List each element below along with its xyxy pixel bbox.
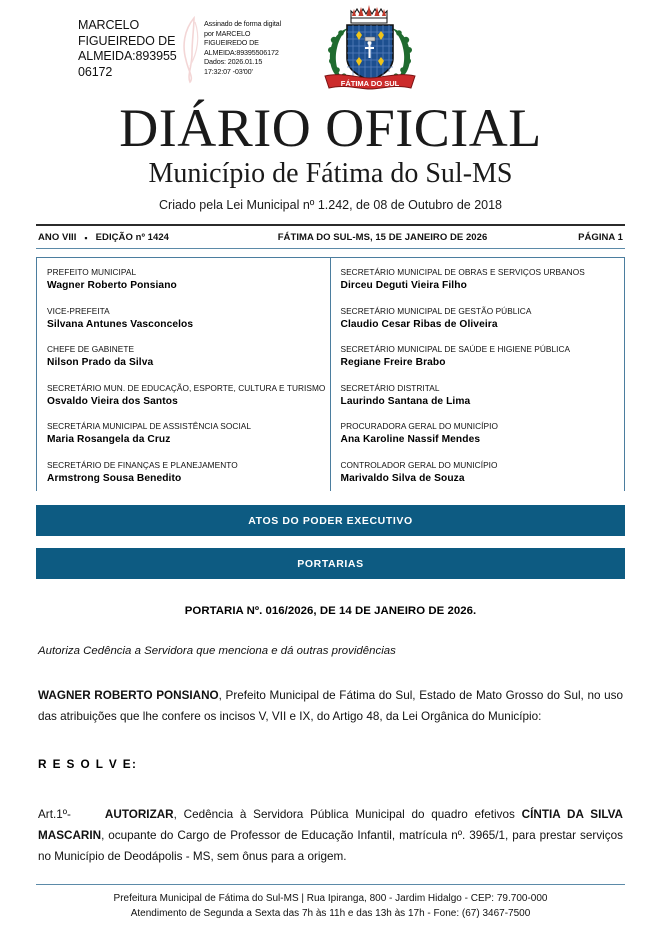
page-subtitle: Município de Fátima do Sul-MS <box>148 158 513 189</box>
signature-detail-line-4: ALMEIDA:89395506172 <box>204 47 279 57</box>
masthead <box>36 0 625 103</box>
article-1 <box>38 804 623 867</box>
document-body <box>36 605 625 867</box>
article-verb: AUTORIZAR <box>104 808 174 821</box>
portaria-title: PORTARIA Nº. 016/2026, DE 14 DE JANEIRO DE 2026. <box>184 605 477 617</box>
signature-swirl <box>178 18 204 84</box>
signature-detail-line-1: Assinado de forma digital <box>204 19 281 28</box>
official-entry <box>341 344 625 369</box>
official-name: Dirceu Deguti Vieira Filho <box>340 280 467 291</box>
crest-motto-text: FÁTIMA DO SUL <box>340 79 400 88</box>
official-entry <box>341 421 625 446</box>
official-entry <box>47 344 330 369</box>
digital-signature-stamp <box>78 18 310 84</box>
official-role: PROCURADORA GERAL DO MUNICÍPIO <box>340 421 498 431</box>
footer-text <box>36 885 625 921</box>
banner-portarias: PORTARIAS <box>36 548 625 579</box>
banner-atos-poder-executivo: ATOS DO PODER EXECUTIVO <box>36 505 625 536</box>
signature-detail-line-2: por MARCELO <box>204 28 251 38</box>
official-name: Osvaldo Vieira dos Santos <box>47 395 178 407</box>
edition-number: EDIÇÃO nº 1424 <box>95 232 169 243</box>
official-role: SECRETÁRIO MUNICIPAL DE OBRAS E SERVIÇOS URBANOS <box>340 267 585 277</box>
official-entry <box>47 383 330 408</box>
official-entry <box>47 306 330 331</box>
article-part-2: , ocupante do Cargo de Professor de Educação Infantil, matrícula nº. 3965/1, para prestar serviços no Município de Deodápolis - MS, sem ônus para a origem. <box>38 829 623 863</box>
official-name: Claudio Cesar Ribas de Oliveira <box>340 318 498 330</box>
official-name: Marivaldo Silva de Souza <box>340 472 465 484</box>
edition-separator-icon: ▪ <box>84 232 88 243</box>
edition-year: ANO VIII <box>38 232 77 243</box>
edition-place-date: FÁTIMA DO SUL-MS, 15 DE JANEIRO DE 2026 <box>277 232 488 243</box>
official-entry <box>341 460 625 485</box>
page-footer <box>36 884 625 921</box>
official-role: SECRETÁRIO MUNICIPAL DE SAÚDE E HIGIENE PÚBLICA <box>340 344 571 354</box>
article-label: Art.1º- <box>38 808 71 821</box>
coat-of-arms-icon <box>321 2 419 98</box>
official-role: CONTROLADOR GERAL DO MUNICÍPIO <box>340 459 498 470</box>
official-entry <box>341 306 625 331</box>
signature-detail-line-3: FIGUEIREDO DE <box>204 38 259 48</box>
officials-column-left <box>37 258 331 491</box>
official-name: Maria Rosangela da Cruz <box>47 434 171 445</box>
footer-hours-line: Atendimento de Segunda a Sexta das 7h às 11h e das 13h às 17h - Fone: (67) 3467-7500 <box>130 908 531 919</box>
portaria-preamble <box>38 685 623 727</box>
official-role: SECRETÁRIA MUNICIPAL DE ASSISTÊNCIA SOCIAL <box>47 421 252 431</box>
signature-detail <box>204 18 310 77</box>
official-role: SECRETÁRIO MUNICIPAL DE GESTÃO PÚBLICA <box>340 305 532 316</box>
resolve-heading: R E S O L V E: <box>38 757 138 771</box>
officials-column-right <box>331 258 625 491</box>
page-number: PÁGINA 1 <box>578 232 623 243</box>
article-person-name: CÍNTIA DA SILVA MASCARIN <box>38 808 623 842</box>
footer-address-line: Prefeitura Municipal de Fátima do Sul-MS | Rua Ipiranga, 800 - Jardim Hidalgo - CEP: 79.700-000 <box>113 893 548 904</box>
page-title: DIÁRIO OFICIAL <box>119 98 542 158</box>
official-name: Laurindo Santana de Lima <box>340 395 471 407</box>
official-entry <box>47 421 330 446</box>
article-part-1: , Cedência à Servidora Pública Municipal do quadro efetivos <box>173 808 522 821</box>
official-role: VICE-PREFEITA <box>47 305 110 316</box>
officials-table <box>36 257 625 491</box>
official-name: Nilson Prado da Silva <box>47 357 154 368</box>
signature-detail-line-6: 17:32:07 -03'00' <box>204 66 253 76</box>
official-name: Regiane Freire Brabo <box>340 357 446 368</box>
official-role: PREFEITO MUNICIPAL <box>47 267 137 277</box>
preamble-mayor-name: WAGNER ROBERTO PONSIANO <box>38 689 219 702</box>
signature-detail-line-5: Dados: 2026.01.15 <box>204 57 263 67</box>
official-name: Wagner Roberto Ponsiano <box>47 280 177 291</box>
official-entry <box>341 267 625 292</box>
signature-signer-name: MARCELO FIGUEIREDO DE ALMEIDA:893955 06172 <box>78 18 177 79</box>
creation-law-line: Criado pela Lei Municipal nº 1.242, de 08 de Outubro de 2018 <box>159 198 502 212</box>
header-rule-bottom <box>36 248 625 249</box>
official-role: SECRETÁRIO DISTRITAL <box>340 382 440 393</box>
official-name: Armstrong Sousa Benedito <box>47 472 182 484</box>
portaria-ementa: Autoriza Cedência a Servidora que menciona e dá outras providências <box>38 645 396 657</box>
official-entry <box>47 460 330 485</box>
official-name: Silvana Antunes Vasconcelos <box>47 318 194 330</box>
official-role: SECRETÁRIO MUN. DE EDUCAÇÃO, ESPORTE, CULTURA E TURISMO <box>47 382 326 393</box>
official-name: Ana Karoline Nassif Mendes <box>340 434 481 445</box>
edition-bar <box>36 226 625 248</box>
official-role: CHEFE DE GABINETE <box>47 344 135 354</box>
preamble-rest: , Prefeito Municipal de Fátima do Sul, Estado de Mato Grosso do Sul, no uso das atribuições que lhe confere os incisos V, VII e IX, do Artigo 48, da Lei Orgânica do Município: <box>38 689 623 723</box>
signature-flourish-icon <box>178 16 204 84</box>
official-role: SECRETÁRIO DE FINANÇAS E PLANEJAMENTO <box>47 459 238 470</box>
official-entry <box>47 267 330 292</box>
official-entry <box>341 383 625 408</box>
